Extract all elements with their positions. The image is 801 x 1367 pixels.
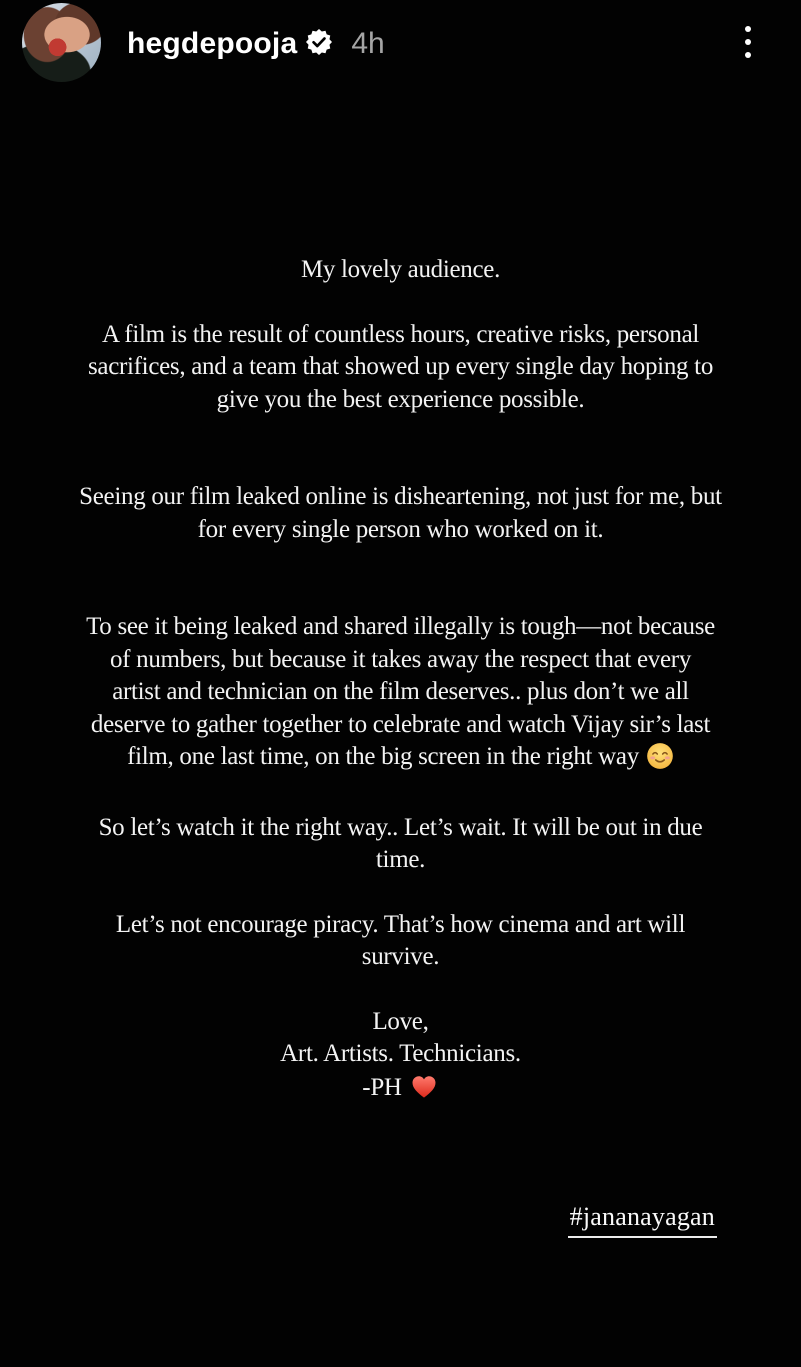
story-paragraph bbox=[0, 812, 801, 877]
story-paragraph bbox=[0, 1006, 801, 1111]
story-line: So let’s watch it the right way.. Let’s wait. It will be out in due bbox=[98, 813, 703, 841]
story-line: Art. Artists. Technicians. bbox=[280, 1040, 521, 1067]
story-line: sacrifices, and a team that showed up every single day hoping to bbox=[87, 353, 714, 380]
red-heart-emoji bbox=[409, 1071, 439, 1111]
story-line: film, one last time, on the big screen in the right way bbox=[0, 741, 801, 780]
story-line: To see it being leaked and shared illegally is tough—not because bbox=[86, 613, 715, 640]
story-text bbox=[0, 254, 801, 1110]
story-paragraph bbox=[0, 909, 801, 974]
story-header bbox=[0, 0, 801, 88]
story-line: time. bbox=[375, 846, 426, 873]
story-line: give you the best experience possible. bbox=[216, 385, 585, 413]
smiling-face-emoji bbox=[646, 742, 674, 780]
story-line: artist and technician on the film deserves.. plus don’t we all bbox=[112, 678, 689, 705]
story-line: for every single person who worked on it. bbox=[197, 515, 604, 543]
username[interactable]: hegdepooja bbox=[127, 27, 298, 60]
hashtag-link[interactable]: #jananayagan bbox=[568, 1202, 717, 1238]
story-line: deserve to gather together to celebrate and watch Vijay sir’s last bbox=[90, 710, 711, 738]
story-line: A film is the result of countless hours, creative risks, personal bbox=[101, 320, 700, 348]
story-paragraph bbox=[0, 319, 801, 417]
verified-badge-icon bbox=[306, 29, 332, 60]
three-dot-menu-icon[interactable] bbox=[739, 19, 757, 65]
story-timestamp: 4h bbox=[351, 27, 385, 60]
story-line: survive. bbox=[361, 943, 440, 970]
story-line: Love, bbox=[372, 1007, 429, 1035]
story-line: Let’s not encourage piracy. That’s how cinema and art will bbox=[115, 910, 686, 938]
story-line: of numbers, but because it takes away the respect that every bbox=[109, 645, 692, 673]
story-line: -PH bbox=[0, 1071, 801, 1111]
avatar[interactable] bbox=[22, 3, 101, 82]
story-line: My lovely audience. bbox=[300, 256, 501, 283]
story-paragraph bbox=[0, 611, 801, 780]
story-paragraph bbox=[0, 481, 801, 546]
story-line: Seeing our film leaked online is disheartening, not just for me, but bbox=[79, 483, 722, 510]
story-paragraph bbox=[0, 254, 801, 287]
